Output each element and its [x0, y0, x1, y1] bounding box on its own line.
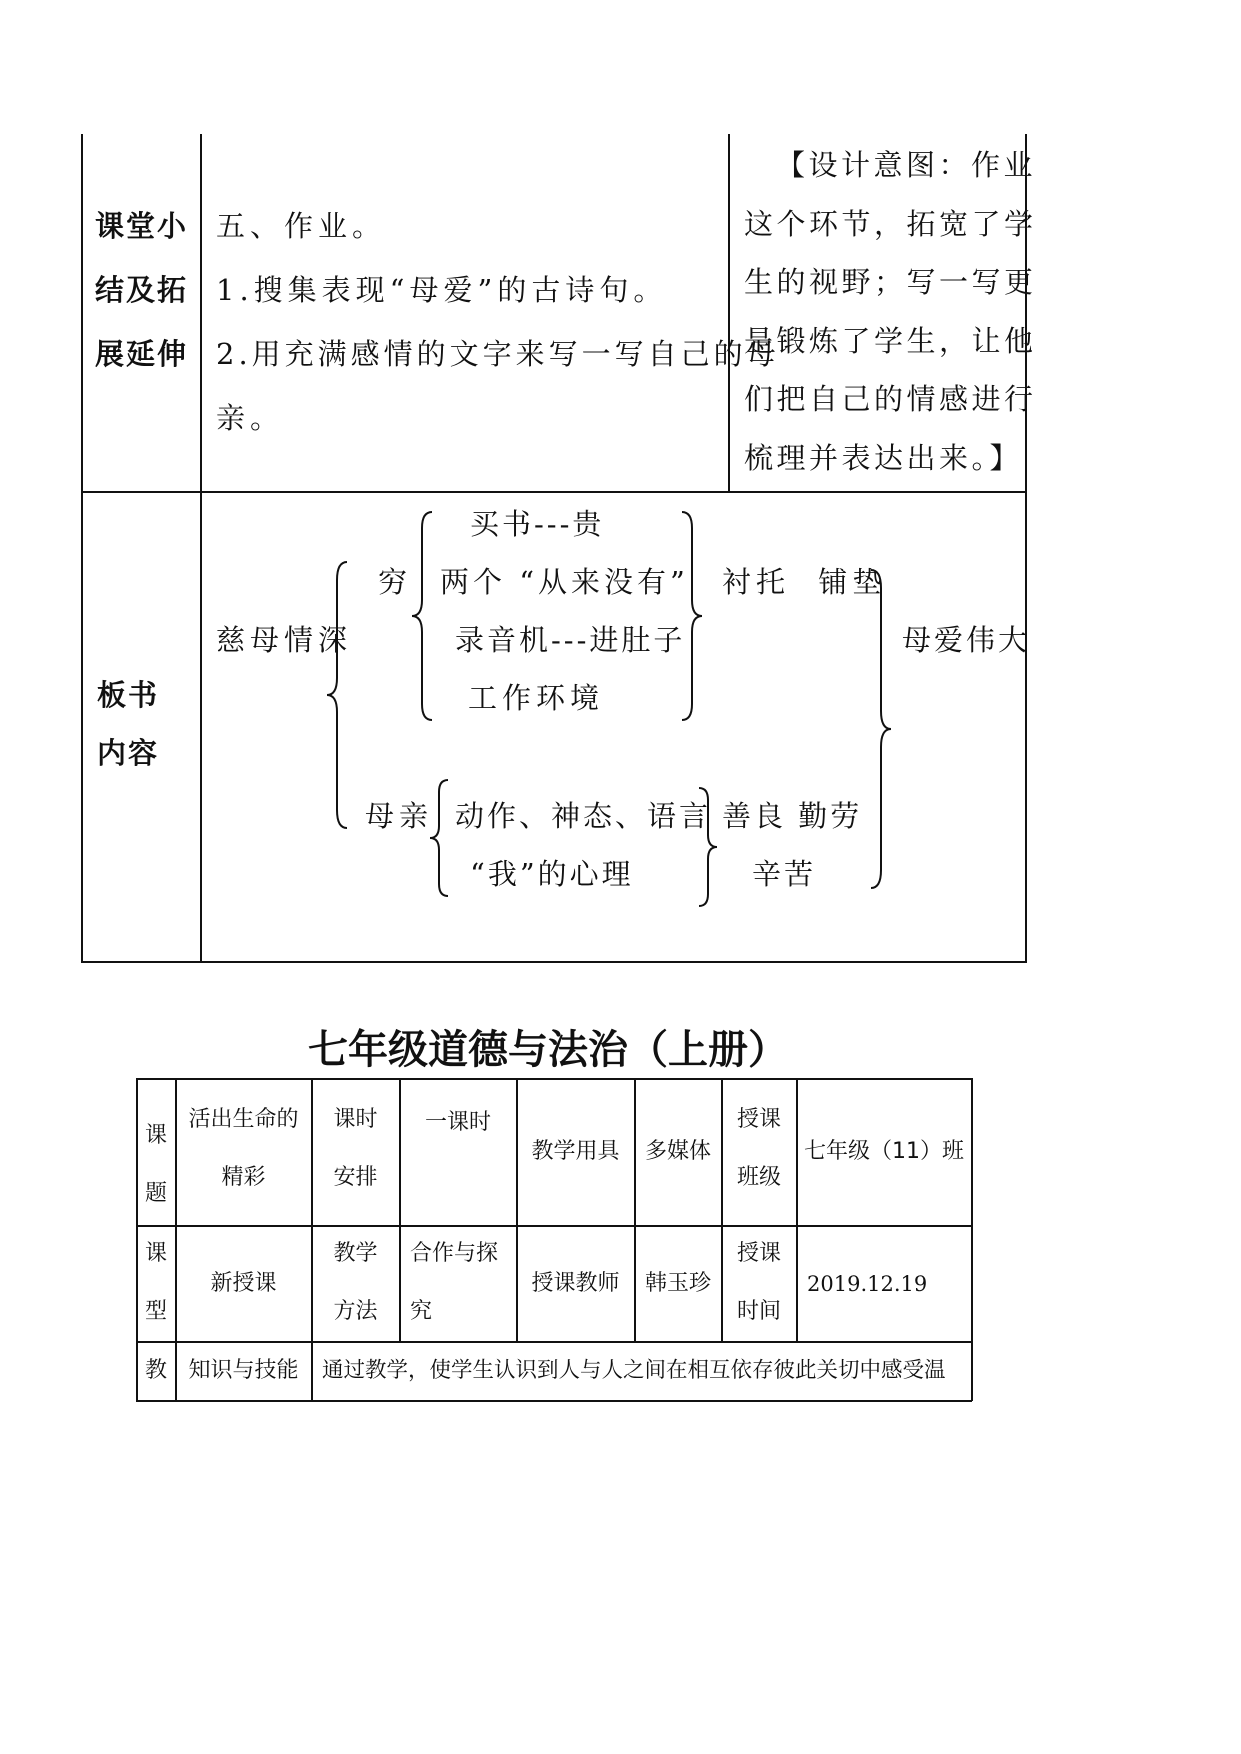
brace-root — [325, 560, 349, 830]
brace-conclusion — [869, 568, 893, 890]
board-mother-result: 辛苦 — [752, 857, 817, 891]
cell-line: 究 — [410, 1299, 433, 1324]
board-poor-item: 录音机---进肚子 — [455, 623, 686, 657]
row-label-summary — [95, 194, 188, 386]
note-line: 生的视野；写一写更 — [744, 265, 1037, 299]
note-line: 【设计意图：作业 — [776, 148, 1037, 182]
board-mother-result: 善良 勤劳 — [722, 799, 863, 833]
cell-hours: 一课时 — [424, 1110, 491, 1135]
cell-hours-label — [312, 1091, 399, 1207]
cell-line: 教学 — [333, 1241, 378, 1266]
cell-tools: 多媒体 — [644, 1139, 711, 1164]
cell-class: 七年级（11）班 — [804, 1139, 964, 1164]
board-conclusion: 母爱伟大 — [902, 623, 1031, 657]
content-line: 2.用充满感情的文字来写一写自己的母 — [216, 337, 780, 371]
note-line: 是锻炼了学生，让他 — [744, 323, 1037, 358]
cell-line: 精彩 — [221, 1165, 266, 1190]
brace-mother — [428, 778, 450, 898]
label-line: 内容 — [97, 736, 160, 770]
cell-teacher-label: 授课教师 — [531, 1270, 620, 1296]
board-root: 慈母情深 — [216, 623, 353, 657]
cell-line: 合作与探 — [410, 1241, 499, 1266]
cell-line: 授课 — [736, 1107, 781, 1132]
cell-line: 课时 — [333, 1107, 378, 1132]
cell-class-label — [722, 1091, 796, 1207]
content-line: 五、作业。 — [216, 209, 387, 243]
label-line: 课堂小 — [95, 209, 189, 243]
board-poor-item: 两个 “从来没有” — [440, 565, 689, 599]
page-title: 七年级道德与法治（上册） — [308, 1027, 788, 1073]
design-intent-note — [744, 136, 1037, 487]
cell-topic-label — [137, 1107, 175, 1223]
label-line: 展延伸 — [95, 337, 189, 371]
board-poor: 穷 — [378, 565, 413, 599]
cell-line: 方法 — [333, 1299, 378, 1324]
cell-line: 课 — [144, 1241, 167, 1266]
cell-knowledge-label: 知识与技能 — [188, 1358, 299, 1383]
cell-line: 授课 — [736, 1241, 781, 1266]
content-line: 1.搜集表现“母爱”的古诗句。 — [216, 273, 668, 307]
brace-poor — [410, 510, 434, 722]
board-mother: 母亲 — [365, 799, 434, 833]
board-poor-result: 衬托 铺垫 — [722, 565, 887, 599]
homework-content — [216, 194, 780, 450]
cell-date: 2019.12.19 — [807, 1271, 928, 1296]
note-line: 这个环节，拓宽了学 — [744, 206, 1037, 241]
label-line: 结及拓 — [95, 273, 189, 307]
cell-method — [400, 1225, 516, 1341]
brace-mother-right — [697, 786, 719, 908]
cell-line: 时间 — [736, 1299, 781, 1324]
board-mother-item: 动作、神态、语言 — [455, 799, 712, 833]
note-line: 梳理并表达出来。】 — [744, 440, 1023, 475]
cell-method-label — [312, 1225, 399, 1341]
cell-line: 活出生命的 — [188, 1107, 299, 1132]
row-label-board — [97, 666, 159, 782]
cell-tools-label: 教学用具 — [531, 1139, 620, 1164]
cell-type-label — [137, 1225, 175, 1341]
brace-poor-right — [680, 510, 704, 722]
cell-line: 题 — [144, 1181, 167, 1206]
cell-teacher: 韩玉珍 — [644, 1270, 711, 1296]
content-line: 亲。 — [216, 401, 285, 435]
cell-line: 型 — [144, 1299, 167, 1324]
cell-line: 安排 — [333, 1165, 378, 1190]
cell-type: 新授课 — [210, 1270, 277, 1296]
board-mother-item: “我”的心理 — [470, 857, 634, 891]
note-line: 们把自己的情感进行 — [744, 382, 1037, 416]
label-line: 板书 — [97, 678, 160, 712]
cell-date-label — [722, 1225, 796, 1341]
cell-objective-label: 教 — [144, 1358, 167, 1383]
cell-line: 班级 — [736, 1165, 781, 1190]
board-poor-item: 买书---贵 — [470, 507, 605, 541]
board-poor-item: 工作环境 — [468, 681, 605, 715]
cell-line: 课 — [144, 1123, 167, 1148]
cell-knowledge: 通过教学，使学生认识到人与人之间在相互依存彼此关切中感受温 — [322, 1358, 946, 1383]
cell-topic — [176, 1091, 311, 1207]
